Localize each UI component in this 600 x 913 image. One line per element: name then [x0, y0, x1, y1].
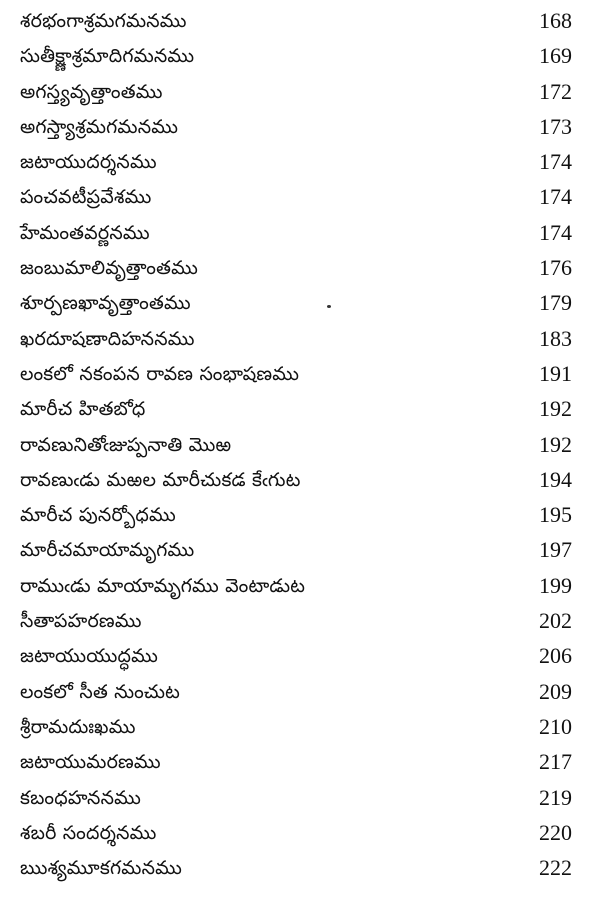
- toc-page-number: 179: [539, 290, 572, 316]
- toc-page-number: 176: [539, 255, 572, 281]
- toc-row: [0, 322, 600, 357]
- toc-row: [0, 463, 600, 498]
- toc-entry-title: శూర్పణఖావృత్తాంతము: [20, 292, 191, 315]
- toc-row: [0, 675, 600, 710]
- toc-entry-title: శ్రీరామదుఃఖము: [20, 715, 136, 738]
- toc-row: [0, 110, 600, 145]
- toc-row: [0, 533, 600, 568]
- toc-row: [0, 357, 600, 392]
- toc-entry-title: మారీచ పునర్బోధము: [20, 504, 176, 527]
- toc-row: [0, 781, 600, 816]
- toc-row: [0, 851, 600, 886]
- toc-entry-title: జటాయుమరణము: [20, 751, 161, 774]
- toc-page-number: 219: [539, 784, 572, 810]
- toc-entry-title: రాముఁడు మాయామృగము వెంటాడుట: [20, 574, 306, 597]
- toc-row: [0, 428, 600, 463]
- toc-entry-title: ఋశ్యమూకగమనము: [20, 857, 182, 880]
- toc-page-number: 174: [539, 149, 572, 175]
- toc-page-number: 192: [539, 431, 572, 457]
- toc-page-number: 210: [539, 713, 572, 739]
- toc-row: [0, 216, 600, 251]
- toc-page-number: 172: [539, 78, 572, 104]
- toc-row: [0, 4, 600, 39]
- toc-row: [0, 710, 600, 745]
- toc-entry-title: పంచవటీప్రవేశము: [20, 186, 152, 209]
- toc-entry-title: రావణుఁడు మఱల మారీచుకడ కేఁగుట: [20, 468, 301, 491]
- table-of-contents: [0, 4, 600, 886]
- toc-entry-title: లంకలో నకంపన రావణ సంభాషణము: [20, 362, 300, 385]
- toc-page-number: 202: [539, 608, 572, 634]
- toc-row: [0, 75, 600, 110]
- toc-row: [0, 569, 600, 604]
- toc-page-number: 195: [539, 502, 572, 528]
- toc-page-number: 206: [539, 643, 572, 669]
- toc-entry-title: సుతీక్ష్ణాశ్రమాదిగమనము: [20, 45, 195, 68]
- toc-row: [0, 180, 600, 215]
- toc-row: [0, 498, 600, 533]
- toc-entry-title: సీతాపహరణము: [20, 610, 142, 633]
- toc-entry-title: మారీచ హితబోధ: [20, 398, 146, 421]
- toc-entry-title: అగస్త్యవృత్తాంతము: [20, 80, 163, 103]
- toc-row: [0, 745, 600, 780]
- toc-entry-title: మారీచమాయామృగము: [20, 539, 195, 562]
- toc-row: [0, 286, 600, 321]
- toc-page-number: 174: [539, 184, 572, 210]
- toc-entry-title: హేమంతవర్ణనము: [20, 221, 150, 244]
- toc-row: [0, 604, 600, 639]
- toc-row: [0, 639, 600, 674]
- toc-row: [0, 816, 600, 851]
- toc-page-number: 183: [539, 325, 572, 351]
- toc-page-number: 168: [539, 8, 572, 33]
- toc-row: [0, 145, 600, 180]
- toc-entry-title: శబరీ సందర్శనము: [20, 821, 157, 844]
- toc-entry-title: లంకలో సీత నుంచుట: [20, 680, 180, 703]
- toc-entry-title: శరభంగాశ్రమగమనము: [20, 10, 187, 32]
- toc-page-number: 173: [539, 113, 572, 139]
- toc-entry-title: జటాయుదర్శనము: [20, 151, 157, 174]
- toc-page-number: 191: [539, 360, 572, 386]
- print-speck: [327, 305, 331, 308]
- toc-row: [0, 39, 600, 74]
- toc-page-number: 174: [539, 219, 572, 245]
- toc-entry-title: జటాయుయుద్ధము: [20, 645, 158, 668]
- toc-page-number: 194: [539, 466, 572, 492]
- toc-page-number: 209: [539, 678, 572, 704]
- toc-page-number: 220: [539, 819, 572, 845]
- toc-row: [0, 392, 600, 427]
- toc-entry-title: అగస్త్యాశ్రమగమనము: [20, 115, 179, 138]
- toc-page-number: 169: [539, 43, 572, 69]
- toc-row: [0, 251, 600, 286]
- toc-page-number: 199: [539, 572, 572, 598]
- toc-page-number: 217: [539, 749, 572, 775]
- toc-entry-title: రావణునితోఁజుప్పనాతి మొఱ: [20, 433, 232, 456]
- toc-entry-title: జంబుమాలివృత్తాంతము: [20, 257, 198, 280]
- toc-entry-title: కబంధహననము: [20, 786, 142, 809]
- toc-page-number: 222: [539, 855, 572, 881]
- toc-page-number: 197: [539, 537, 572, 563]
- toc-entry-title: ఖరదూషణాదిహననము: [20, 327, 195, 350]
- toc-page-number: 192: [539, 396, 572, 422]
